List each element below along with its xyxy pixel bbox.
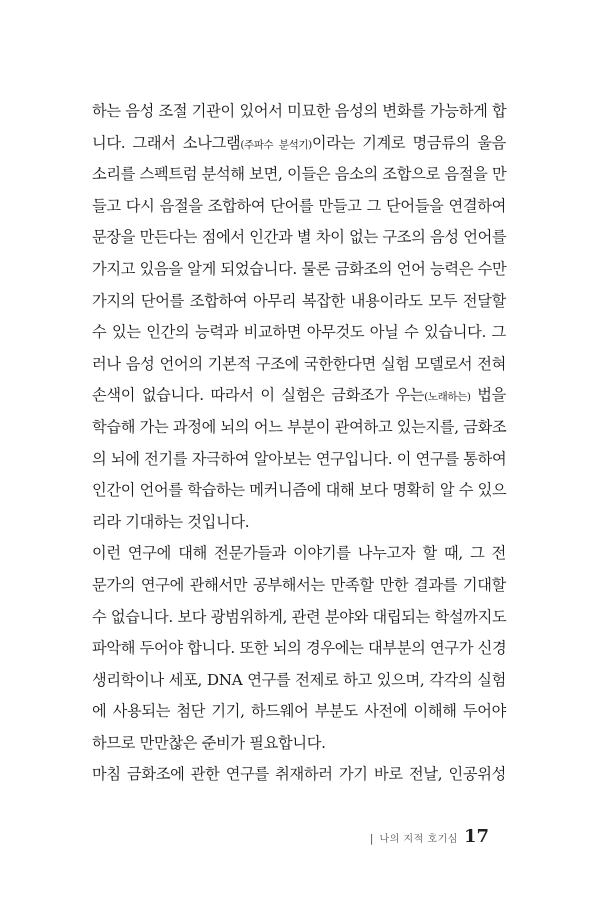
inline-annotation: (노래하는) [424,391,471,404]
text-line: 수 있는 인간의 능력과 비교하면 아무것도 아닐 수 있습니다. 그 [92,323,506,342]
text-line: 인간이 언어를 학습하는 메커니즘에 대해 보다 명확히 알 수 있으 [92,481,507,500]
text-line: 하므로 만만찮은 준비가 필요합니다. [92,733,326,752]
text-line: 가지고 있음을 알게 되었습니다. 물론 금화조의 언어 능력은 수만 [92,259,507,278]
text-line: 생리학이나 세포, DNA 연구를 전제로 하고 있으며, 각각의 실험 [92,670,506,689]
inline-annotation: (주파수 분석기) [240,138,312,151]
text-line: 문가의 연구에 관해서만 공부해서는 만족할 만한 결과를 기대할 [92,575,506,594]
text-segment: 니다. 그래서 소나그램 [92,133,241,152]
text-line: 러나 음성 언어의 기본적 구조에 국한한다면 실험 모델로서 전혀 [92,354,506,373]
text-line: 마침 금화조에 관한 연구를 취재하러 가기 바로 전날, 인공위성 [92,765,506,784]
text-segment: 이라는 기계로 명금류의 울음 [311,133,506,152]
text-segment: 법을 [470,386,506,405]
text-line: 문장을 만든다는 점에서 인간과 별 차이 없는 구조의 음성 언어를 [92,228,507,247]
text-line: 가지의 단어를 조합하여 아무리 복잡한 내용이라도 모두 전달할 [92,291,506,310]
text-line: 학습해 가는 과정에 뇌의 어느 부분이 관여하고 있는지를, 금화조 [92,417,507,436]
running-title: 나의 지적 호기심 [379,834,458,845]
footer-divider: | [369,832,374,845]
text-line: 수 없습니다. 보다 광범위하게, 관련 분야와 대립되는 학설까지도 [92,607,507,626]
text-line [92,128,506,160]
page-footer [370,826,489,847]
text-line: 하는 음성 조절 기관이 있어서 미묘한 음성의 변화를 가능하게 합 [92,102,507,120]
text-line: 들고 다시 음절을 조합하여 단어를 만들고 그 단어들을 연결하여 [92,196,506,215]
body-text [92,96,506,791]
text-line: 리라 기대하는 것입니다. [92,512,250,531]
text-line: 파악해 두어야 합니다. 또한 뇌의 경우에는 대부분의 연구가 신경 [92,639,507,658]
text-line: 이런 연구에 대해 전문가들과 이야기를 나누고자 할 때, 그 전 [92,544,506,563]
text-line: 소리를 스펙트럼 분석해 보면, 이들은 음소의 조합으로 음절을 만 [92,165,507,184]
page-number: 17 [463,826,489,847]
text-line: 의 뇌에 전기를 자극하여 알아보는 연구입니다. 이 연구를 통하여 [92,449,507,468]
text-line [92,380,506,412]
text-segment: 손색이 없습니다. 따라서 이 실험은 금화조가 우는 [92,386,425,405]
text-line: 에 사용되는 첨단 기기, 하드웨어 부분도 사전에 이해해 두어야 [92,702,506,721]
